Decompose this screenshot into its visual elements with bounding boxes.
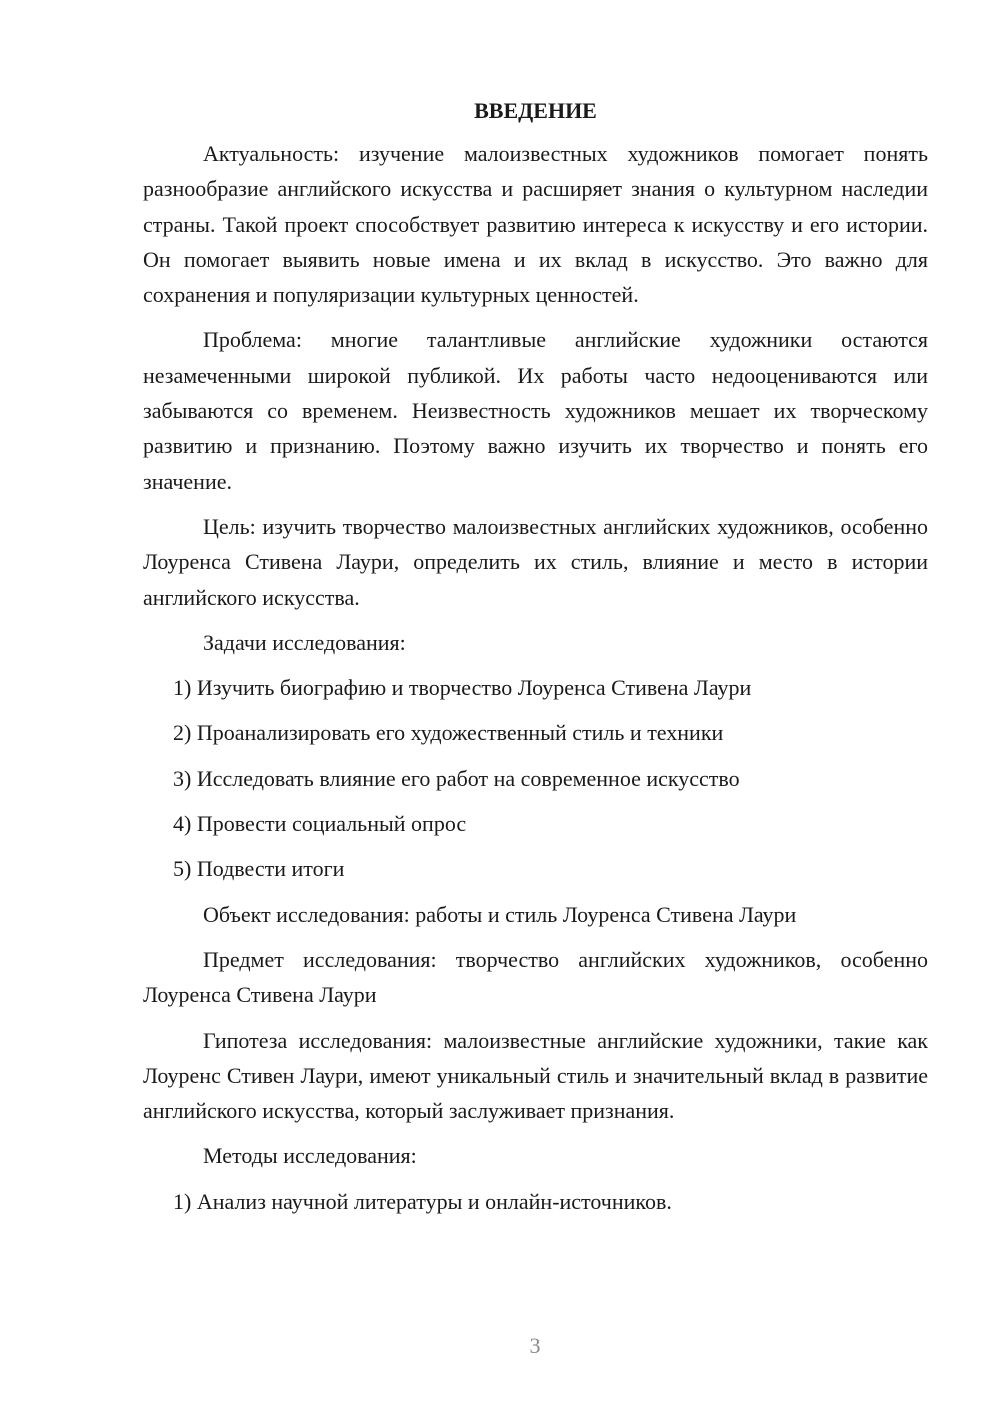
method-item: 1) Анализ научной литературы и онлайн-источников.	[173, 1188, 672, 1214]
paragraph-hypothesis: Гипотеза исследования: малоизвестные английские художники, такие как Лоуренс Стивен Лаури, имеют уникальный стиль и значительный вклад в развитие английского искусства, который заслуживает признания.	[143, 1027, 928, 1124]
methods-heading: Методы исследования:	[203, 1143, 417, 1169]
task-item: 2) Проанализировать его художественный стиль и техники	[173, 720, 724, 746]
tasks-heading: Задачи исследования:	[203, 629, 406, 655]
paragraph-goal: Цель: изучить творчество малоизвестных английских художников, особенно Лоуренса Стивена Лаури, определить их стиль, влияние и место в истории английского искусства.	[143, 513, 928, 610]
section-title: ВВЕДЕНИЕ	[474, 98, 597, 123]
page-number: 3	[529, 1333, 541, 1358]
paragraph-subject: Предмет исследования: творчество английских художников, особенно Лоуренса Стивена Лаури	[143, 946, 928, 1008]
task-item: 5) Подвести итоги	[173, 856, 345, 882]
task-item: 1) Изучить биографию и творчество Лоуренса Стивена Лаури	[173, 675, 752, 701]
task-item: 3) Исследовать влияние его работ на современное искусство	[173, 765, 740, 791]
page-content	[143, 96, 928, 1229]
task-item: 4) Провести социальный опрос	[173, 811, 467, 837]
paragraph-problem: Проблема: многие талантливые английские художники остаются незамеченными широкой публикой. Их работы часто недооцениваются или забываются со временем. Неизвестность художников мешает их творческому развитию и признанию. Поэтому важно изучить их творчество и понять его значение.	[143, 327, 928, 494]
paragraph-relevance: Актуальность: изучение малоизвестных художников помогает понять разнообразие английского искусства и расширяет знания о культурном наследии страны. Такой проект способствует развитию интереса к искусству и его истории. Он помогает выявить новые имена и их вклад в искусство. Это важно для сохранения и популяризации культурных ценностей.	[143, 141, 928, 308]
paragraph-object: Объект исследования: работы и стиль Лоуренса Стивена Лаури	[203, 901, 797, 927]
